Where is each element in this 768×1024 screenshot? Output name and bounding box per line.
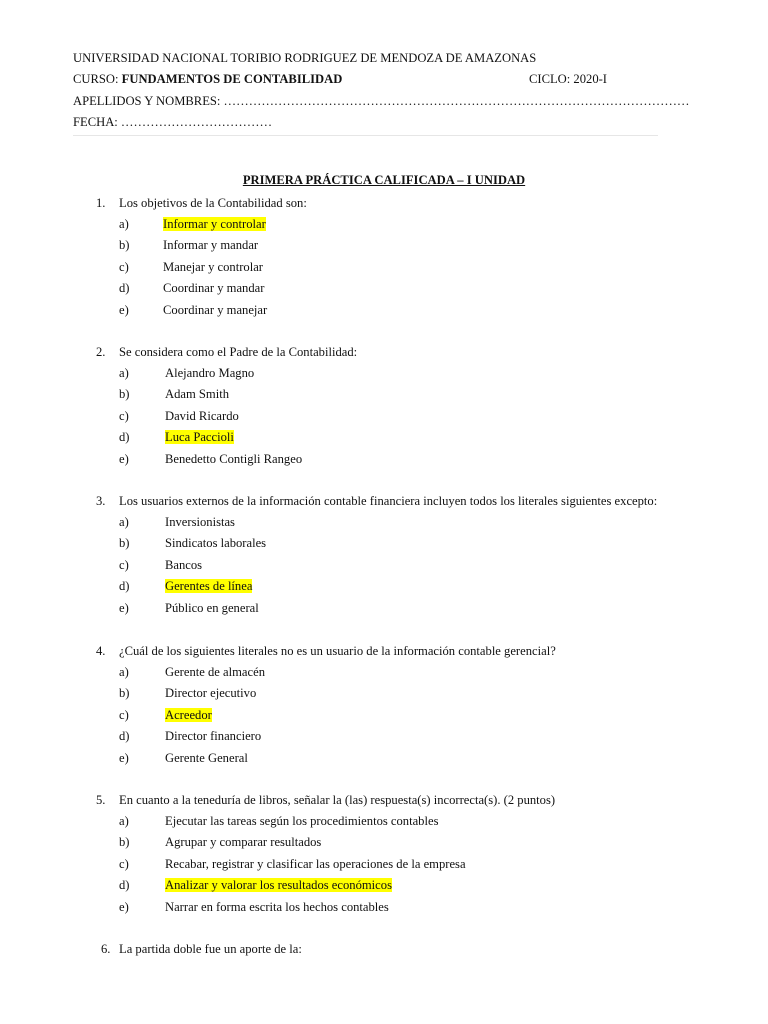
- answer-option: [165, 857, 466, 872]
- answer-option: [163, 281, 264, 296]
- answer-option: [163, 238, 258, 253]
- question-text: Los usuarios externos de la información contable financiera incluyen todos los literales siguientes excepto:: [119, 494, 658, 508]
- question-number: 5.: [96, 793, 106, 807]
- option-letter: d): [119, 281, 130, 296]
- names-field: APELLIDOS Y NOMBRES: …………………………………………………………………………………………………: [73, 94, 690, 108]
- highlighted-answer: Gerentes de línea: [165, 579, 253, 594]
- question-number: 4.: [96, 644, 106, 658]
- option-text: Recabar, registrar y clasificar las operaciones de la empresa: [165, 856, 466, 871]
- university-name: UNIVERSIDAD NACIONAL TORIBIO RODRIGUEZ DE MENDOZA DE AMAZONAS: [73, 51, 537, 65]
- option-letter: b): [119, 238, 130, 253]
- option-letter: a): [119, 665, 129, 679]
- option-text: Alejandro Magno: [165, 366, 255, 380]
- answer-option: [165, 366, 254, 381]
- answer-option: [165, 729, 261, 744]
- answer-option: [165, 751, 248, 766]
- answer-option: [165, 579, 252, 594]
- option-letter: e): [119, 750, 129, 765]
- option-letter: b): [119, 686, 130, 701]
- highlighted-answer: Luca Paccioli: [165, 430, 234, 445]
- option-text: Bancos: [165, 557, 203, 572]
- question-text: La partida doble fue un aporte de la:: [119, 942, 302, 956]
- answer-option: [165, 878, 392, 893]
- answer-option: [165, 686, 256, 701]
- answer-option: [165, 536, 266, 551]
- course-name: FUNDAMENTOS DE CONTABILIDAD: [121, 72, 343, 86]
- option-letter: b): [119, 387, 130, 402]
- option-letter: e): [119, 600, 129, 615]
- option-text: Público en general: [165, 600, 259, 615]
- cycle-label: CICLO: 2020-I: [529, 72, 608, 86]
- course-label: CURSO:: [73, 72, 122, 86]
- answer-option: [165, 900, 389, 915]
- option-text: Gerente de almacén: [165, 665, 265, 679]
- question-text: En cuanto a la teneduría de libros, señalar la (las) respuesta(s) incorrecta(s). (2 puntos): [119, 793, 556, 807]
- option-letter: a): [119, 814, 129, 828]
- option-letter: b): [119, 835, 130, 850]
- course-line: [73, 72, 342, 87]
- option-letter: a): [119, 366, 129, 380]
- option-letter: c): [119, 408, 129, 423]
- option-text: Coordinar y manejar: [163, 302, 268, 317]
- header-divider: [73, 135, 658, 136]
- option-text: David Ricardo: [165, 408, 239, 423]
- highlighted-answer: Analizar y valorar los resultados económicos: [165, 878, 392, 893]
- option-letter: e): [119, 451, 129, 466]
- question-number: 1.: [96, 196, 106, 210]
- option-letter: c): [119, 259, 129, 274]
- answer-option: [163, 260, 263, 275]
- option-text: Adam Smith: [165, 387, 230, 402]
- answer-option: [165, 409, 239, 424]
- option-letter: d): [119, 729, 130, 744]
- option-letter: e): [119, 899, 129, 914]
- question-text: ¿Cuál de los siguientes literales no es un usuario de la información contable gerencial?: [119, 644, 556, 658]
- question-number: 6.: [101, 942, 111, 956]
- option-letter: a): [119, 217, 129, 231]
- answer-option: [165, 452, 302, 467]
- option-letter: e): [119, 302, 129, 317]
- highlighted-answer: Informar y controlar: [163, 217, 266, 231]
- answer-option: [165, 387, 229, 402]
- date-field: FECHA: ………………………………: [73, 115, 273, 129]
- option-text: Director ejecutivo: [165, 686, 257, 701]
- option-letter: c): [119, 557, 129, 572]
- answer-option: [165, 835, 321, 850]
- answer-option: [165, 601, 259, 616]
- answer-option: [163, 303, 267, 318]
- answer-option: [165, 708, 212, 723]
- option-letter: b): [119, 536, 130, 551]
- answer-option: [165, 515, 235, 530]
- question-number: 3.: [96, 494, 106, 508]
- option-text: Manejar y controlar: [163, 259, 264, 274]
- option-letter: c): [119, 856, 129, 871]
- answer-option: [163, 217, 266, 232]
- highlighted-answer: Acreedor: [165, 707, 212, 722]
- answer-option: [165, 814, 438, 829]
- answer-option: [165, 430, 234, 445]
- option-text: Sindicatos laborales: [165, 536, 267, 551]
- option-text: Ejecutar las tareas según los procedimientos contables: [165, 814, 439, 828]
- option-letter: d): [119, 579, 130, 594]
- answer-option: [165, 665, 265, 680]
- option-text: Inversionistas: [165, 515, 235, 529]
- option-letter: d): [119, 430, 130, 445]
- option-text: Director financiero: [165, 729, 262, 744]
- option-letter: a): [119, 515, 129, 529]
- option-letter: c): [119, 707, 129, 722]
- option-text: Informar y mandar: [163, 238, 259, 253]
- exam-title: PRIMERA PRÁCTICA CALIFICADA – I UNIDAD: [242, 173, 526, 187]
- option-text: Benedetto Contigli Rangeo: [165, 451, 303, 466]
- option-text: Gerente General: [165, 750, 248, 765]
- option-text: Coordinar y mandar: [163, 281, 265, 296]
- option-text: Agrupar y comparar resultados: [165, 835, 322, 850]
- question-text: Se considera como el Padre de la Contabilidad:: [119, 345, 358, 359]
- question-text: Los objetivos de la Contabilidad son:: [119, 196, 307, 210]
- question-number: 2.: [96, 345, 106, 359]
- answer-option: [165, 558, 202, 573]
- option-text: Narrar en forma escrita los hechos contables: [165, 899, 389, 914]
- option-letter: d): [119, 878, 130, 893]
